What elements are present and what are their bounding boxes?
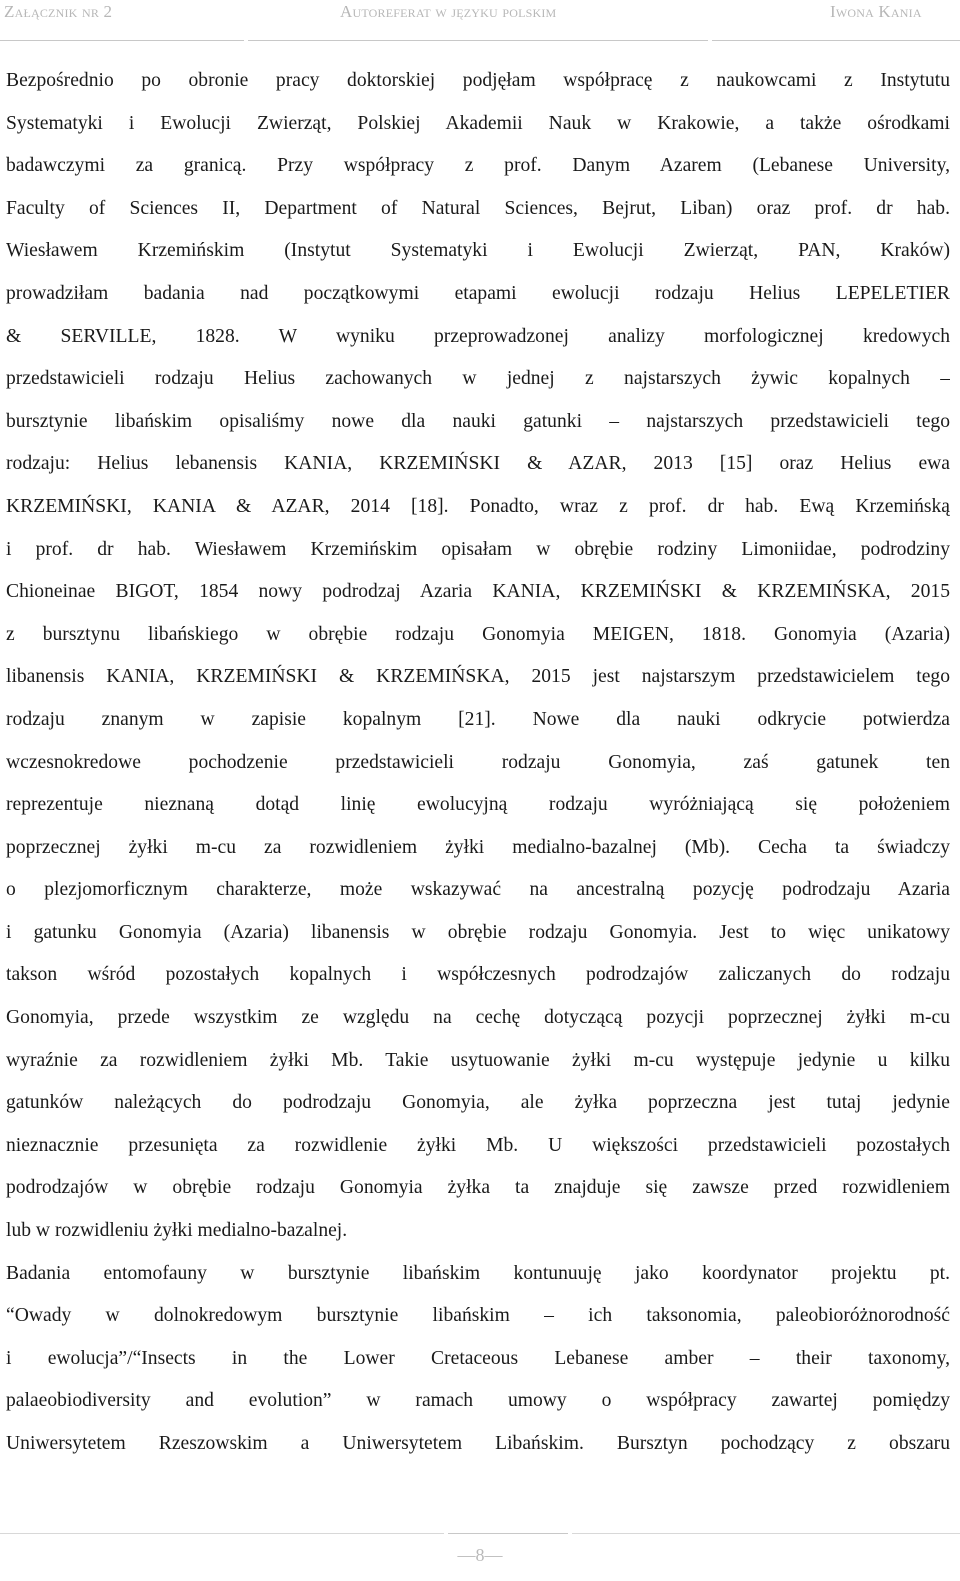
text-line: z bursztynu libańskiego w obrębie rodzaju Gonomyia MEIGEN, 1818. Gonomyia (Azaria) xyxy=(6,623,950,645)
header-rule-left xyxy=(0,40,244,41)
text-line: nieznacznie przesunięta za rozwidlenie żyłki Mb. U większości przedstawicieli pozostałych xyxy=(6,1134,950,1156)
footer-rule-center xyxy=(448,1533,568,1534)
text-line: palaeobiodiversity and evolution” w ramach umowy o współpracy zawartej pomiędzy xyxy=(6,1390,950,1412)
header-center-label: Autoreferat w języku polskim xyxy=(340,2,557,21)
text-line: rodzaju znanym w zapisie kopalnym [21]. Nowe dla nauki odkrycie potwierdza xyxy=(6,708,950,730)
text-line: podrodzajów w obrębie rodzaju Gonomyia żyłka ta znajduje się zawsze przed rozwidleniem xyxy=(6,1177,950,1199)
text-line: bursztynie libańskim opisaliśmy nowe dla nauki gatunki – najstarszych przedstawicieli tego xyxy=(6,410,950,432)
body-text xyxy=(6,60,950,1466)
text-line: “Owady w dolnokredowym bursztynie libańskim – ich taksonomia, paleobioróżnorodność xyxy=(6,1305,950,1327)
header-rule-right xyxy=(712,40,960,41)
text-line: Gonomyia, przede wszystkim ze względu na cechę dotyczącą pozycji poprzecznej żyłki m-cu xyxy=(6,1007,950,1029)
text-line: libanensis KANIA, KRZEMIŃSKI & KRZEMIŃSKA, 2015 jest najstarszym przedstawicielem tego xyxy=(6,666,950,688)
header-right-label: Iwona Kania xyxy=(830,2,922,21)
text-line: lub w rozwidleniu żyłki medialno-bazalnej. xyxy=(6,1220,348,1242)
text-line: reprezentuje nieznaną dotąd linię ewolucyjną rodzaju wyróżniającą się położeniem xyxy=(6,794,950,816)
text-line: rodzaju: Helius lebanensis KANIA, KRZEMIŃSKI & AZAR, 2013 [15] oraz Helius ewa xyxy=(6,453,950,475)
text-line: i gatunku Gonomyia (Azaria) libanensis w obrębie rodzaju Gonomyia. Jest to więc unikatowy xyxy=(6,921,950,943)
text-line: Uniwersytetem Rzeszowskim a Uniwersytetem Libańskim. Bursztyn pochodzący z obszaru xyxy=(6,1433,950,1454)
text-line: wyraźnie za rozwidleniem żyłki Mb. Takie usytuowanie żyłki m-cu występuje jedynie u kilku xyxy=(6,1049,950,1071)
text-line: i ewolucja”/“Insects in the Lower Cretaceous Lebanese amber – their taxonomy, xyxy=(6,1347,950,1369)
page-number: —8— xyxy=(457,1545,503,1565)
text-line: poprzecznej żyłki m-cu za rozwidleniem żyłki medialno-bazalnej (Mb). Cecha ta świadczy xyxy=(6,836,950,858)
text-line: takson wśród pozostałych kopalnych i współczesnych podrodzajów zaliczanych do rodzaju xyxy=(6,964,950,986)
text-line: Badania entomofauny w bursztynie libańskim kontunuuję jako koordynator projektu pt. xyxy=(6,1262,950,1284)
text-line: Bezpośrednio po obronie pracy doktorskiej podjęłam współpracę z naukowcami z Instytutu xyxy=(6,70,950,91)
header-rule-center xyxy=(248,40,708,41)
footer-rule-left xyxy=(0,1533,444,1534)
text-line: wczesnokredowe pochodzenie przedstawicieli rodzaju Gonomyia, zaś gatunek ten xyxy=(6,751,950,773)
text-line: Wiesławem Krzemińskim (Instytut Systematyki i Ewolucji Zwierząt, PAN, Kraków) xyxy=(6,240,950,262)
text-line: i prof. dr hab. Wiesławem Krzemińskim opisałam w obrębie rodziny Limoniidae, podrodziny xyxy=(6,538,950,560)
page-header xyxy=(0,0,960,42)
text-line: & SERVILLE, 1828. W wyniku przeprowadzonej analizy morfologicznej kredowych xyxy=(6,325,950,347)
footer-rule-right xyxy=(572,1533,960,1534)
text-line: Faculty of Sciences II, Department of Natural Sciences, Bejrut, Liban) oraz prof. dr hab. xyxy=(6,197,950,219)
text-line: Systematyki i Ewolucji Zwierząt, Polskiej Akademii Nauk w Krakowie, a także ośrodkami xyxy=(6,112,950,134)
text-line: prowadziłam badania nad początkowymi etapami ewolucji rodzaju Helius LEPELETIER xyxy=(6,282,950,304)
text-line: o plezjomorficznym charakterze, może wskazywać na ancestralną pozycję podrodzaju Azaria xyxy=(6,879,950,901)
text-line: Chioneinae BIGOT, 1854 nowy podrodzaj Azaria KANIA, KRZEMIŃSKI & KRZEMIŃSKA, 2015 xyxy=(6,581,950,603)
text-line: przedstawicieli rodzaju Helius zachowanych w jednej z najstarszych żywic kopalnych – xyxy=(6,368,950,390)
text-line: gatunków należących do podrodzaju Gonomyia, ale żyłka poprzeczna jest tutaj jedynie xyxy=(6,1092,950,1114)
header-left-label: Załącznik nr 2 xyxy=(4,2,113,21)
text-line: KRZEMIŃSKI, KANIA & AZAR, 2014 [18]. Ponadto, wraz z prof. dr hab. Ewą Krzemińską xyxy=(6,495,950,517)
text-line: badawczymi za granicą. Przy współpracy z prof. Danym Azarem (Lebanese University, xyxy=(6,155,950,177)
